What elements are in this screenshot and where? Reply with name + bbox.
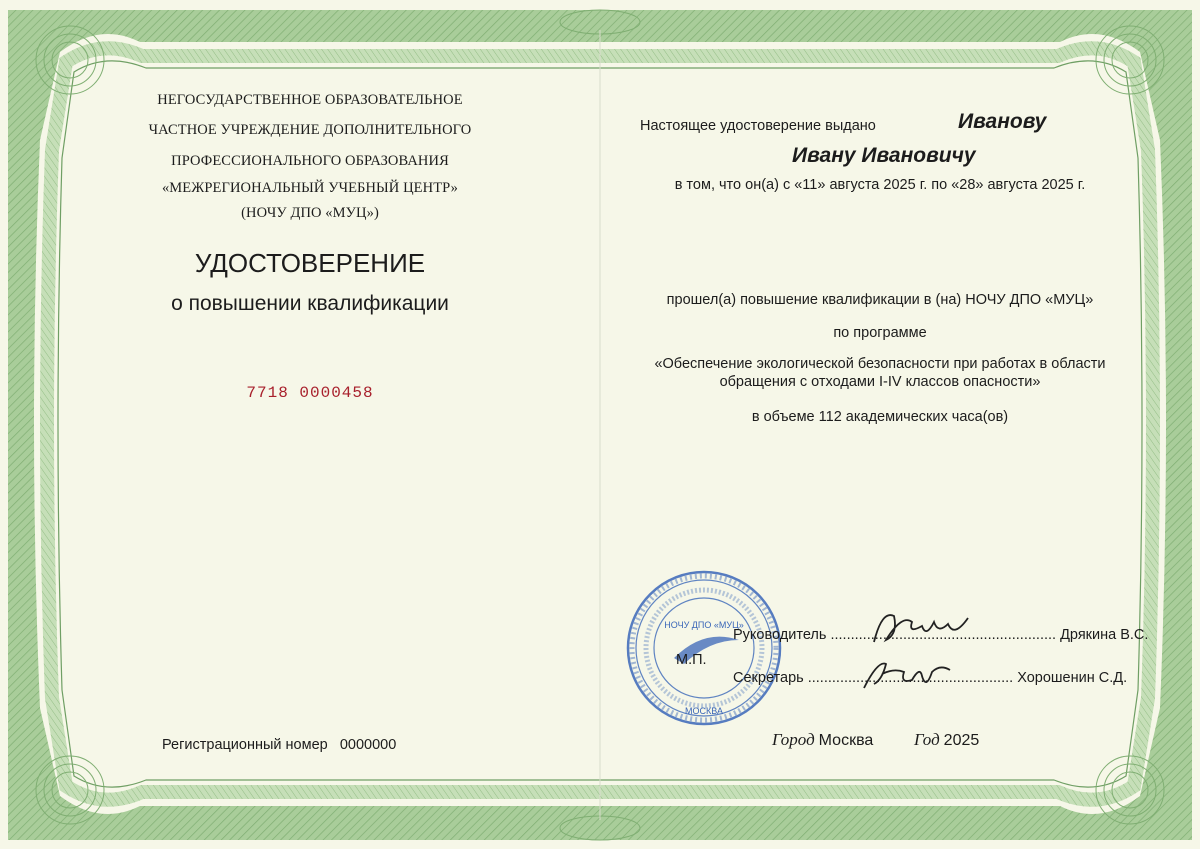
registration-label: Регистрационный номер — [162, 737, 328, 753]
recipient-surname: Иванову — [958, 110, 1047, 133]
seal-center-text: НОЧУ ДПО «МУЦ» — [664, 620, 744, 630]
secretary-name: Хорошенин С.Д. — [1017, 670, 1128, 686]
city-value: Москва — [818, 732, 874, 749]
org-name-line-1: НЕГОСУДАРСТВЕННОЕ ОБРАЗОВАТЕЛЬНОЕ — [157, 92, 463, 108]
issued-label: Настоящее удостоверение выдано — [640, 118, 876, 134]
director-signature — [868, 604, 978, 652]
org-name-line-4: «МЕЖРЕГИОНАЛЬНЫЙ УЧЕБНЫЙ ЦЕНТР» — [161, 180, 459, 196]
year-value: 2025 — [943, 732, 980, 749]
recipient-name: Ивану Ивановичу — [792, 144, 976, 167]
year-label: Год — [914, 730, 940, 749]
study-period: в том, что он(а) с «11» августа 2025 г. по «28» августа 2025 г. — [674, 177, 1086, 193]
director-name: Дрякина В.С. — [1060, 627, 1149, 643]
document-title: УДОСТОВЕРЕНИЕ — [194, 248, 426, 278]
year-row — [914, 730, 979, 750]
director-dots: ........................................................ — [830, 627, 1057, 643]
secretary-label: Секретарь — [733, 670, 804, 686]
issued-row — [640, 117, 876, 135]
secretary-signature — [860, 650, 956, 698]
director-label: Руководитель — [733, 627, 827, 643]
registration-number: 0000000 — [339, 737, 397, 753]
org-name-line-5: (НОЧУ ДПО «МУЦ») — [241, 205, 379, 221]
passed-text: прошел(а) повышение квалификации в (на) НОЧУ ДПО «МУЦ» — [666, 292, 1094, 308]
serial-number: 7718 0000458 — [246, 384, 374, 402]
seal-label: М.П. — [676, 652, 707, 668]
secretary-dots: ................................................... — [807, 670, 1014, 686]
program-line-1: «Обеспечение экологической безопасности при работах в области — [654, 356, 1106, 372]
program-line-2: обращения с отходами I-IV классов опасности» — [719, 374, 1041, 390]
city-label: Город — [772, 730, 815, 749]
volume-text: в объеме 112 академических часа(ов) — [751, 409, 1009, 425]
city-row — [772, 730, 873, 750]
seal-city-text: МОСКВА — [685, 706, 723, 716]
organization-seal — [624, 568, 784, 728]
document-subtitle: о повышении квалификации — [171, 292, 449, 315]
registration-row — [162, 737, 396, 753]
program-label: по программе — [833, 325, 927, 341]
org-name-line-3: ПРОФЕССИОНАЛЬНОГО ОБРАЗОВАНИЯ — [171, 153, 449, 169]
org-name-line-2: ЧАСТНОЕ УЧРЕЖДЕНИЕ ДОПОЛНИТЕЛЬНОГО — [148, 122, 472, 138]
